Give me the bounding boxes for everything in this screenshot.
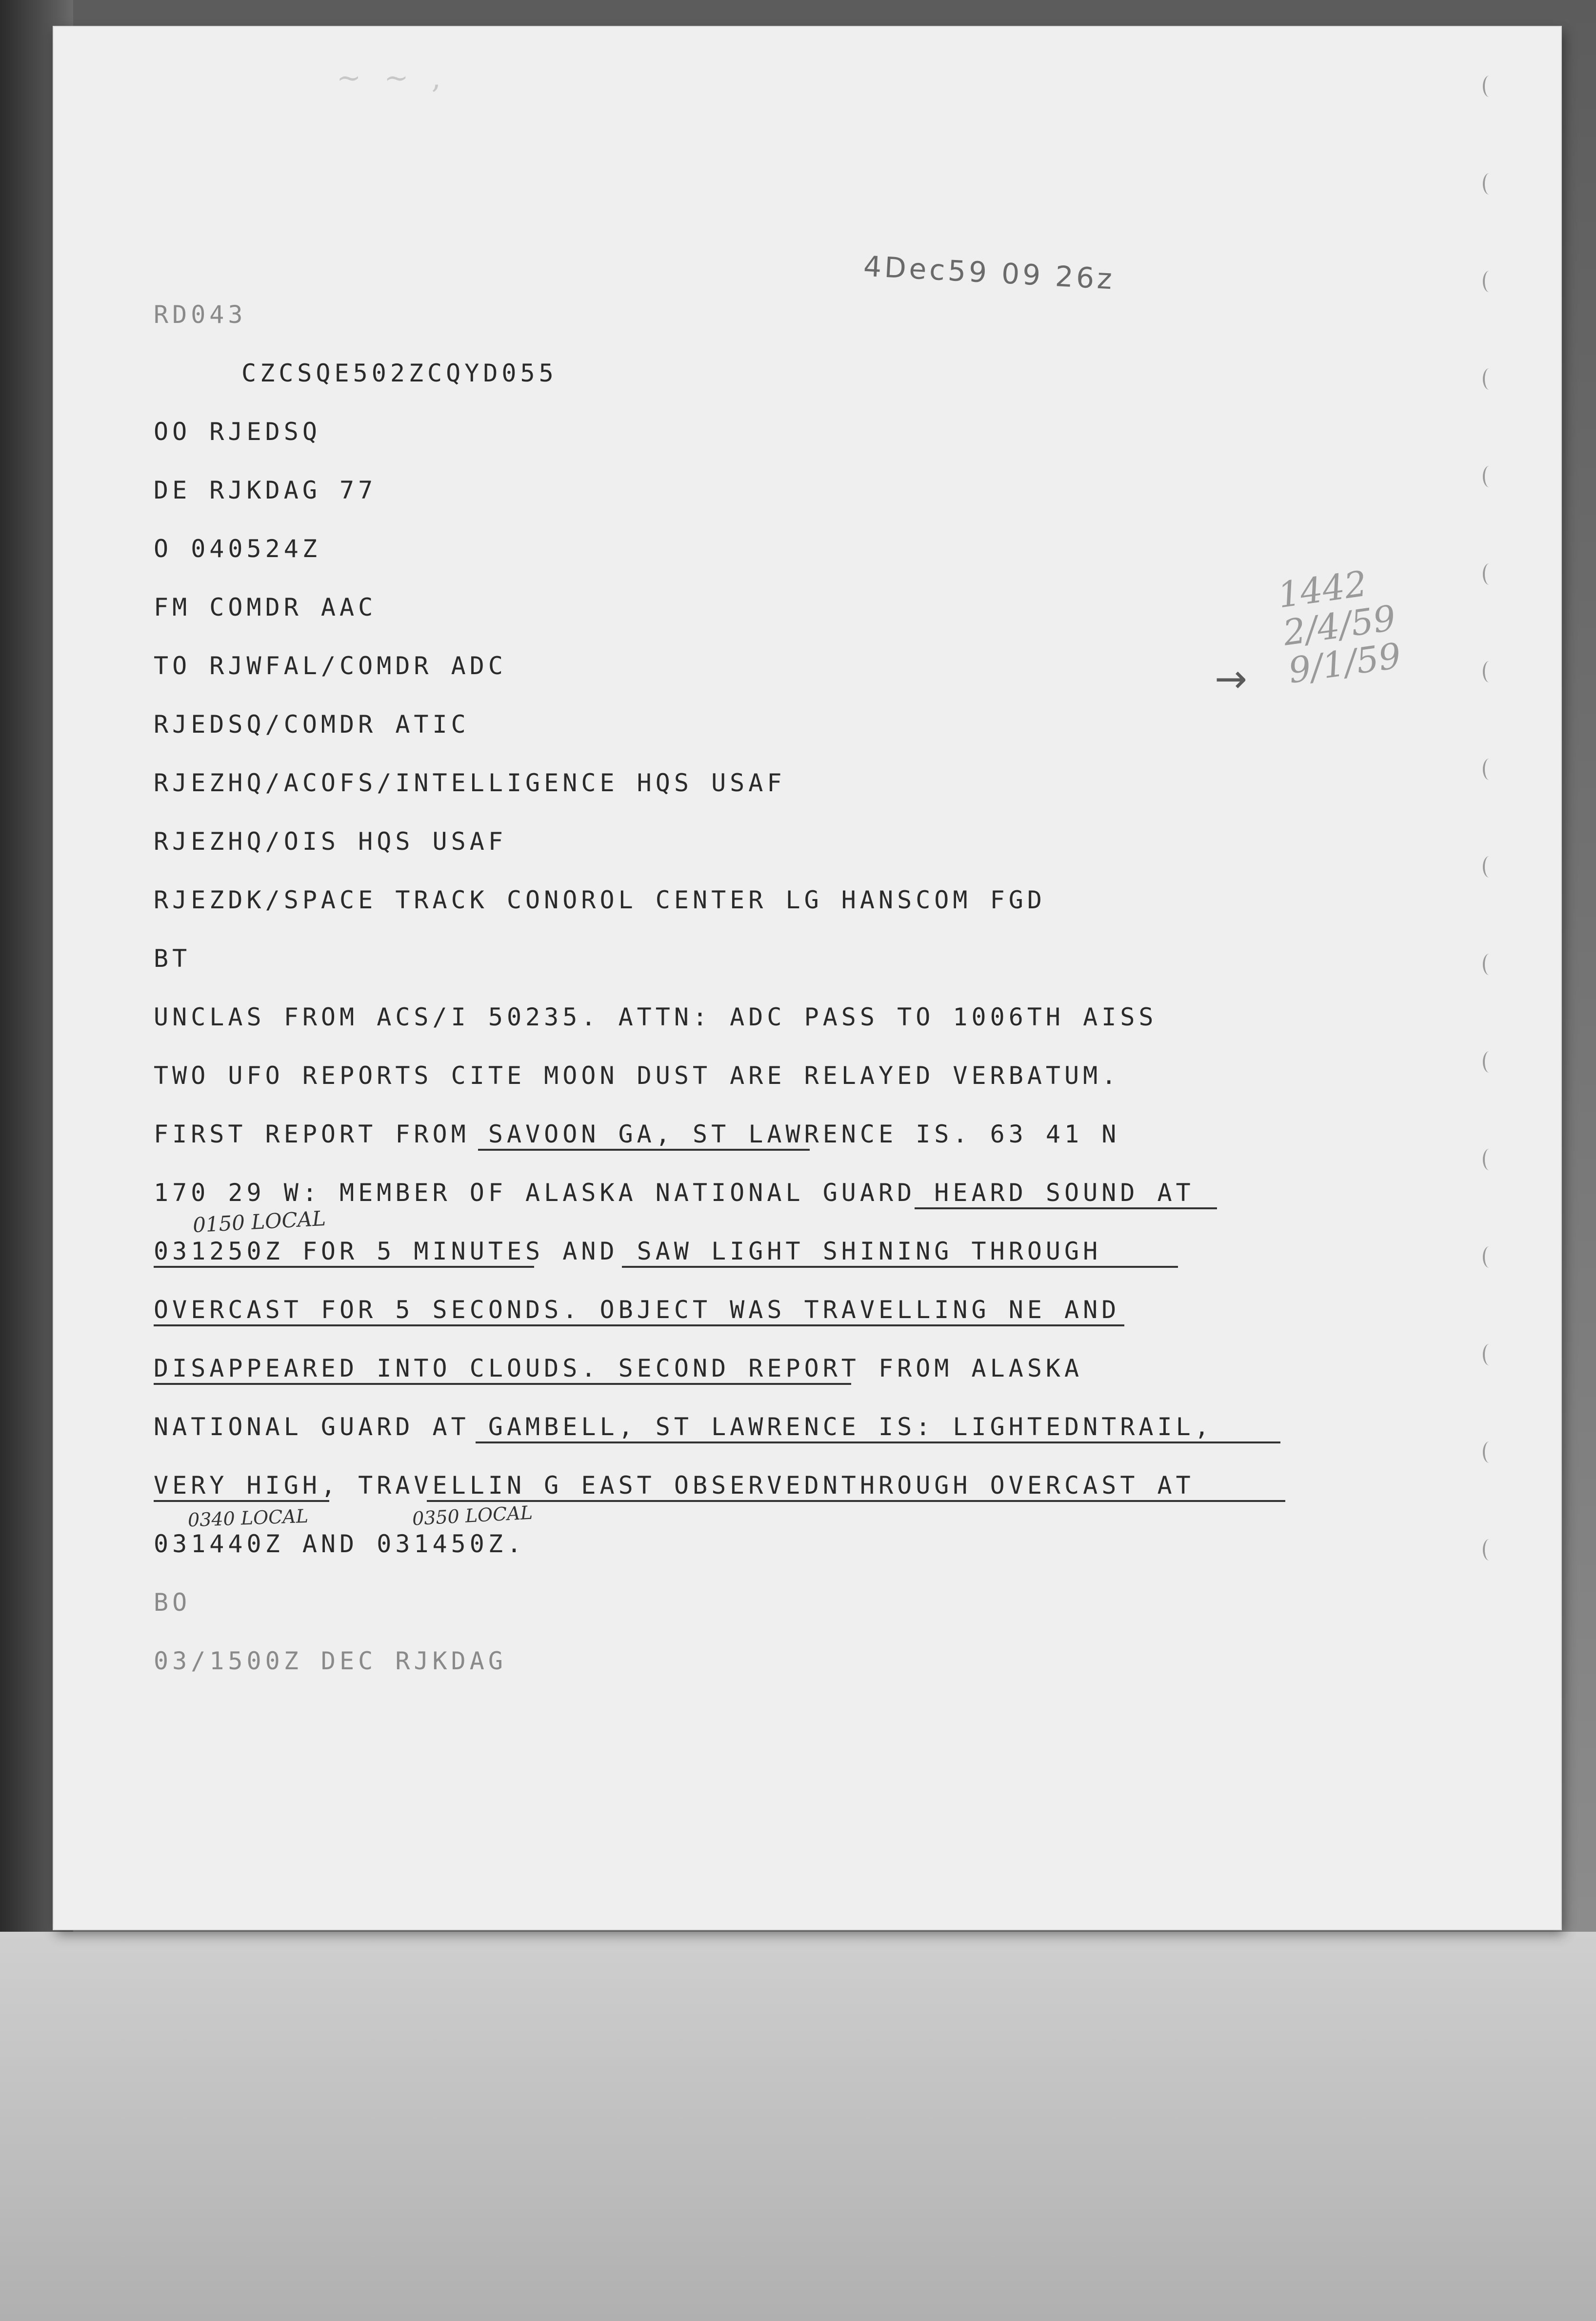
- text-line-6: OVERCAST FOR 5 SECONDS. OBJECT WAS TRAVELLING NE AND: [154, 1296, 1120, 1324]
- feed-hole: [1483, 759, 1496, 780]
- feed-hole: [1483, 1149, 1496, 1170]
- addressee-line-3: RJEZHQ/OIS HQS USAF: [154, 827, 507, 856]
- feed-hole: [1483, 368, 1496, 390]
- feed-hole: [1483, 1441, 1496, 1463]
- dtg-line: O 040524Z: [154, 535, 321, 563]
- margin-note: 1442 2/4/59 9/1/59: [1275, 562, 1404, 691]
- text-line-3: FIRST REPORT FROM SAVOON GA, ST LAWRENCE IS. 63 41 N: [154, 1120, 1120, 1148]
- break-line: BT: [154, 944, 191, 973]
- arrow-icon: →: [1215, 656, 1248, 701]
- underline: [476, 1441, 978, 1443]
- addressee-line-1: RJEDSQ/COMDR ATIC: [154, 710, 470, 739]
- text-line-7: DISAPPEARED INTO CLOUDS. SECOND REPORT FROM ALASKA: [154, 1354, 1083, 1382]
- feed-hole: [1483, 1051, 1496, 1073]
- text-line-10: 031440Z AND 031450Z.: [154, 1530, 526, 1558]
- from-line: FM COMDR AAC: [154, 593, 377, 621]
- text-line-4: 170 29 W: MEMBER OF ALASKA NATIONAL GUARD HEARD SOUND AT: [154, 1179, 1195, 1207]
- text-line-1: UNCLAS FROM ACS/I 50235. ATTN: ADC PASS TO 1006TH AISS: [154, 1003, 1157, 1031]
- feed-hole: [1483, 466, 1496, 487]
- underline: [622, 1266, 1178, 1268]
- feed-hole: [1483, 954, 1496, 975]
- underline: [154, 1383, 622, 1385]
- underline: [598, 1383, 851, 1385]
- precedence-line: OO RJEDSQ: [154, 418, 321, 446]
- routing-line-1: RD043: [154, 300, 247, 329]
- underline: [478, 1149, 810, 1151]
- text-line-9: VERY HIGH, TRAVELLIN G EAST OBSERVEDNTHROUGH OVERCAST AT: [154, 1471, 1195, 1500]
- to-line: TO RJWFAL/COMDR ADC: [154, 652, 507, 680]
- date-time-stamp: 4Dec59 09 26z: [862, 249, 1116, 296]
- text-line-8: NATIONAL GUARD AT GAMBELL, ST LAWRENCE IS: LIGHTEDNTRAIL,: [154, 1413, 1213, 1441]
- feed-hole: [1483, 856, 1496, 878]
- tractor-feed-edge: [1483, 76, 1502, 1637]
- feed-hole: [1483, 1344, 1496, 1365]
- teletype-page: [54, 27, 1561, 1929]
- closing-dtg-line: 03/1500Z DEC RJKDAG: [154, 1647, 507, 1675]
- underline: [154, 1266, 534, 1268]
- copy-stand-board: [0, 1932, 1596, 2321]
- station-line: DE RJKDAG 77: [154, 476, 377, 504]
- handwritten-local-time: 0150 LOCAL: [192, 1206, 327, 1238]
- handwritten-local-time: 0350 LOCAL: [412, 1501, 533, 1530]
- feed-hole: [1483, 1246, 1496, 1268]
- feed-hole: [1483, 173, 1496, 195]
- addressee-line-2: RJEZHQ/ACOFS/INTELLIGENCE HQS USAF: [154, 769, 786, 797]
- routing-line-2: CZCSQE502ZCQYD055: [241, 359, 558, 387]
- feed-hole: [1483, 271, 1496, 292]
- feed-hole: [1483, 661, 1496, 682]
- feed-hole: [1483, 76, 1496, 97]
- underline: [915, 1207, 1217, 1209]
- text-line-5: 031250Z FOR 5 MINUTES AND SAW LIGHT SHINING THROUGH: [154, 1237, 1102, 1265]
- addressee-line-4: RJEZDK/SPACE TRACK CONOROL CENTER LG HANSCOM FGD: [154, 886, 1046, 914]
- underline: [154, 1324, 1124, 1326]
- feed-hole: [1483, 563, 1496, 585]
- end-marker-line: BO: [154, 1588, 191, 1617]
- text-line-2: TWO UFO REPORTS CITE MOON DUST ARE RELAYED VERBATUM.: [154, 1061, 1120, 1090]
- bleed-through-marks: ~ ~ ,: [337, 61, 448, 95]
- underline: [154, 1500, 329, 1502]
- underline: [427, 1500, 1285, 1502]
- handwritten-local-time: 0340 LOCAL: [187, 1505, 309, 1531]
- feed-hole: [1483, 1539, 1496, 1561]
- underline: [929, 1441, 1280, 1443]
